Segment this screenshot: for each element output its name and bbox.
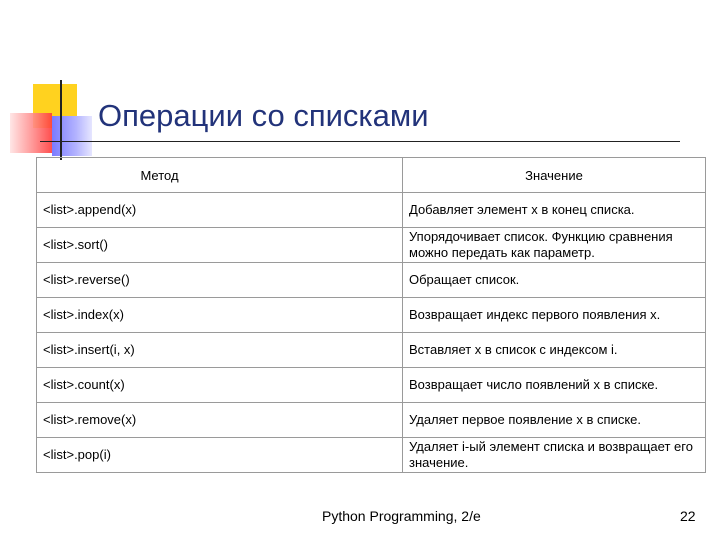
footer-text: Python Programming, 2/e	[322, 508, 481, 524]
table-row	[37, 438, 706, 473]
header-meaning: Значение	[403, 158, 706, 193]
table-row	[37, 368, 706, 403]
slide-title: Операции со списками	[98, 98, 429, 133]
page-number: 22	[680, 508, 696, 524]
method-cell: <list>.pop(i)	[37, 438, 403, 473]
table-row	[37, 193, 706, 228]
table-row	[37, 333, 706, 368]
method-cell: <list>.sort()	[37, 228, 403, 263]
table-row	[37, 403, 706, 438]
title-underline	[40, 141, 680, 142]
table-row	[37, 263, 706, 298]
method-cell: <list>.remove(x)	[37, 403, 403, 438]
meaning-cell: Обращает список.	[403, 263, 706, 298]
header-method: Метод	[37, 158, 403, 193]
method-cell: <list>.insert(i, x)	[37, 333, 403, 368]
table-row	[37, 298, 706, 333]
decor-red-square	[10, 113, 52, 153]
meaning-cell: Вставляет x в список с индексом i.	[403, 333, 706, 368]
method-cell: <list>.append(x)	[37, 193, 403, 228]
method-cell: <list>.count(x)	[37, 368, 403, 403]
meaning-cell: Возвращает индекс первого появления x.	[403, 298, 706, 333]
decor-vertical-line	[60, 80, 62, 160]
methods-table	[36, 157, 706, 473]
meaning-cell: Упорядочивает список. Функцию сравнения можно передать как параметр.	[403, 228, 706, 263]
meaning-cell: Добавляет элемент x в конец списка.	[403, 193, 706, 228]
method-cell: <list>.reverse()	[37, 263, 403, 298]
meaning-cell: Удаляет i-ый элемент списка и возвращает его значение.	[403, 438, 706, 473]
method-cell: <list>.index(x)	[37, 298, 403, 333]
table-header-row	[37, 158, 706, 193]
decor-blue-square	[52, 116, 92, 156]
table-row	[37, 228, 706, 263]
meaning-cell: Возвращает число появлений x в списке.	[403, 368, 706, 403]
meaning-cell: Удаляет первое появление x в списке.	[403, 403, 706, 438]
